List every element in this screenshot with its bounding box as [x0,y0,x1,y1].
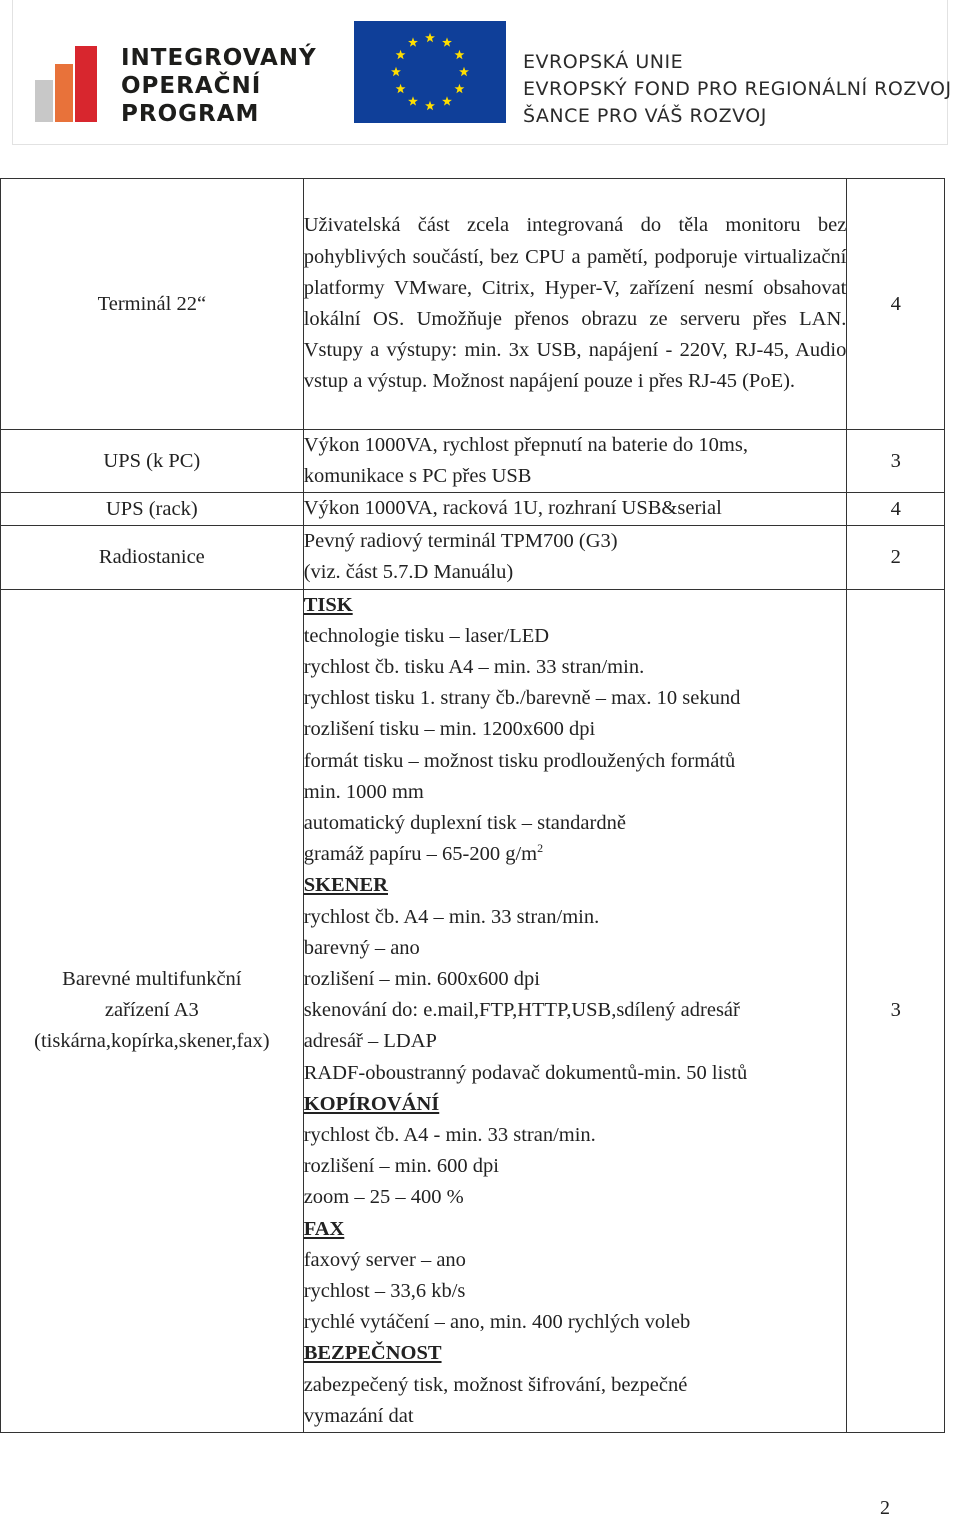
spec-line: rychlé vytáčení – ano, min. 400 rychlých voleb [303,1311,691,1334]
spec-line: rychlost tisku 1. strany čb./barevně – max. 10 sekund [303,687,741,710]
item-description-line: Pevný radiový terminál TPM700 (G3) [303,529,618,552]
item-quantity: 4 [847,179,945,430]
item-description-line: komunikace s PC přes USB [303,465,532,488]
item-description [303,179,847,430]
item-name-line: UPS (rack) [106,497,198,520]
spec-line: adresář – LDAP [303,1030,437,1053]
header-banner [12,0,952,145]
item-description [303,430,847,493]
eu-line: ŠANCE PRO VÁŠ ROZVOJ [523,105,767,127]
table-row [1,493,945,525]
spec-line: rozlišení – min. 600x600 dpi [303,968,540,991]
iop-logo-bar-red [75,46,97,122]
section-heading-kopirovani: KOPÍROVÁNÍ [303,1092,440,1115]
page-number: 2 [880,1497,890,1519]
spec-line: faxový server – ano [303,1248,466,1271]
eu-text [523,49,952,130]
gramaz-superscript: 2 [537,841,544,856]
table-row [1,430,945,493]
spec-line: rychlost čb. A4 – min. 33 stran/min. [303,905,600,928]
spec-line: skenování do: e.mail,FTP,HTTP,USB,sdílený adresář [303,999,740,1022]
item-name [1,493,304,525]
item-name-line: Radiostanice [98,545,205,568]
spec-line: min. 1000 mm [303,780,424,803]
eu-flag-icon [354,21,506,123]
item-description-text: Uživatelská část zcela integrovaná do těla monitoru bez pohyblivých součástí, bez CPU a pamětí, podporuje virtualizační platformy VMware, Citrix, Hyper-V, zařízení nesmí obsahovat lokální OS. Umožňuje přenos obrazu ze serveru přes LAN. Vstupy a výstupy: min. 3x USB, napájení - 220V, RJ-45, Audio vstup a výstup. Možnost napájení pouze i přes RJ-45 (PoE). [303,214,847,393]
spec-line: formát tisku – možnost tisku prodloužených formátů [303,749,736,772]
spec-line: rozlišení tisku – min. 1200x600 dpi [303,718,596,741]
spec-line: zabezpečený tisk, možnost šifrování, bezpečné [303,1373,688,1396]
spec-line [304,839,847,870]
item-name-line: (tiskárna,kopírka,skener,fax) [34,1030,270,1053]
table-row [1,589,945,1432]
spec-line: technologie tisku – laser/LED [303,624,550,647]
item-name-line: Terminál 22“ [97,292,207,315]
eu-line: EVROPSKÁ UNIE [523,51,684,73]
item-quantity: 4 [847,493,945,525]
item-quantity: 3 [847,430,945,493]
spec-line: rychlost – 33,6 kb/s [303,1280,466,1303]
item-description [303,525,847,589]
spec-line: vymazání dat [303,1404,414,1427]
iop-logo-bar-grey [35,80,53,122]
equipment-table [0,178,945,1433]
section-heading-skener: SKENER [303,874,388,897]
item-description [303,589,847,1432]
section-heading-tisk: TISK [303,593,353,616]
item-name [1,179,304,430]
iop-logo-text [121,44,317,128]
item-name [1,589,304,1432]
spec-line: automatický duplexní tisk – standardně [303,812,626,835]
eu-line: EVROPSKÝ FOND PRO REGIONÁLNÍ ROZVOJ [523,78,952,100]
iop-logo-line: OPERAČNÍ [121,73,262,99]
item-description-line: (viz. část 5.7.D Manuálu) [303,561,514,584]
gramaz-text: gramáž papíru – 65-200 g/m [303,843,538,866]
iop-logo-bar-orange [55,64,73,122]
table-row [1,179,945,430]
item-quantity: 3 [847,589,945,1432]
item-name-line: UPS (k PC) [103,449,201,472]
spec-line: barevný – ano [303,936,420,959]
item-name [1,430,304,493]
iop-logo-line: PROGRAM [121,101,260,127]
section-heading-fax: FAX [303,1217,345,1240]
item-name [1,525,304,589]
spec-line: rychlost čb. tisku A4 – min. 33 stran/min. [303,656,645,679]
section-heading-bezpecnost: BEZPEČNOST [303,1342,442,1365]
spec-line: RADF-oboustranný podavač dokumentů-min. 50 listů [303,1061,748,1084]
iop-logo-icon [35,46,115,122]
spec-line: rychlost čb. A4 - min. 33 stran/min. [303,1124,596,1147]
item-quantity: 2 [847,525,945,589]
item-name-line: zařízení A3 [104,999,199,1022]
item-description [303,493,847,525]
iop-logo-line: INTEGROVANÝ [121,45,317,71]
item-description-line: Výkon 1000VA, rychlost přepnutí na baterie do 10ms, [303,434,748,456]
spec-line: rozlišení – min. 600 dpi [303,1155,499,1178]
spec-line: zoom – 25 – 400 % [303,1186,464,1209]
table-row [1,525,945,589]
item-description-text: Výkon 1000VA, racková 1U, rozhraní USB&serial [303,497,722,520]
item-name-line: Barevné multifunkční [62,968,242,991]
